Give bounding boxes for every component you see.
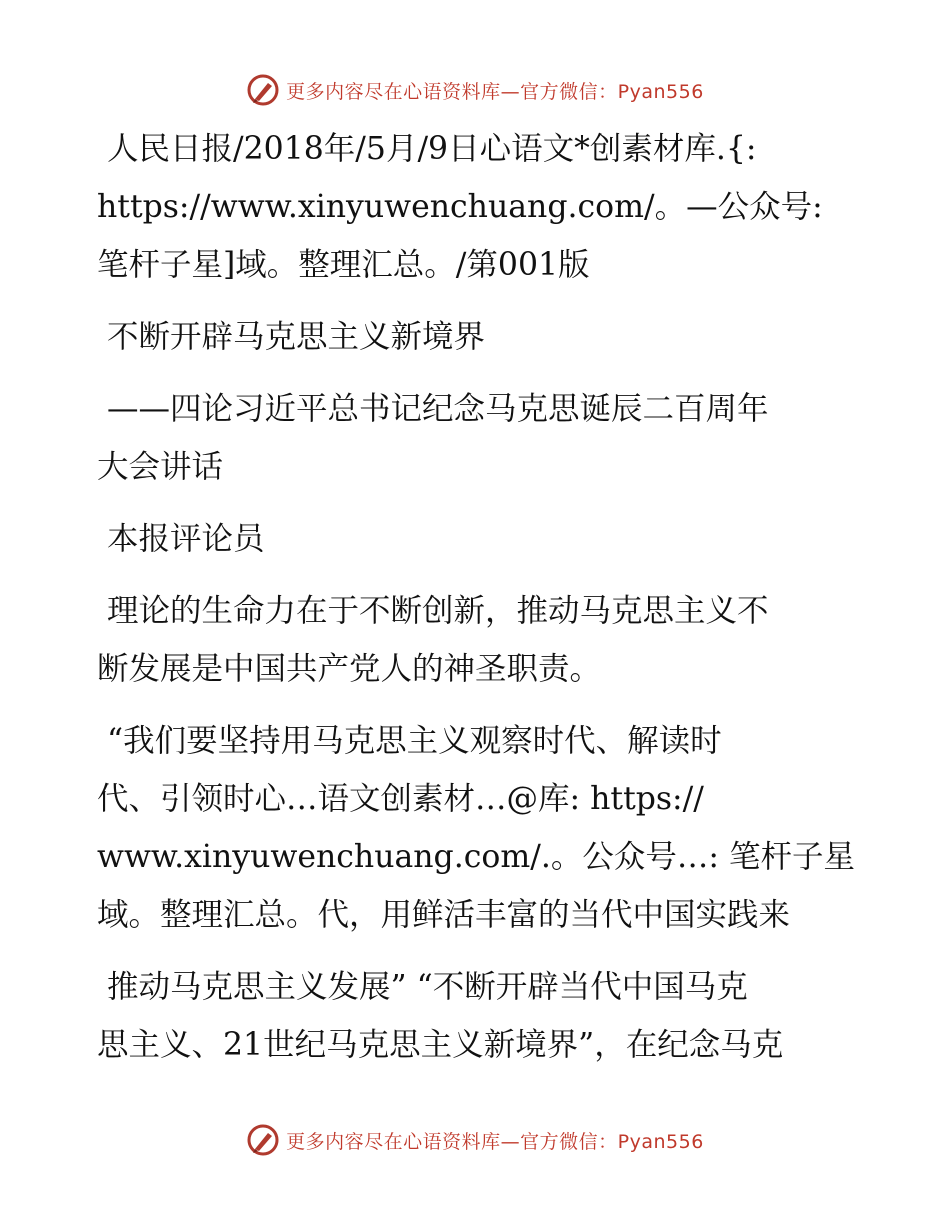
article-author: 本报评论员 xyxy=(97,521,265,557)
watermark-text: 更多内容尽在心语资料库—官方微信：Pyan556 xyxy=(286,80,704,103)
pen-logo-icon xyxy=(246,1123,280,1157)
article-title: 不断开辟马克思主义新境界 xyxy=(97,319,486,355)
paragraph-body-3: 推动马克思主义发展” “不断开辟当代中国马克 思主义、21世纪马克思主义新境界”，在纪念马克 xyxy=(97,969,784,1063)
paragraph-body-1: 理论的生命力在于不断创新，推动马克思主义不 断发展是中国共产党人的神圣职责。 xyxy=(97,593,769,687)
paragraph-body-2: “我们要坚持用马克思主义观察时代、解读时 代、引领时心…语文创素材…@库: https:// www.xinyuwenchuang.com/.。公众号…: 笔杆子星 域。整理汇总。代，用鲜活丰富的当代中国实践来 xyxy=(97,723,855,933)
footer-watermark xyxy=(0,1120,950,1160)
article-subtitle: ——四论习近平总书记纪念马克思诞辰二百周年 大会讲话 xyxy=(97,391,769,485)
watermark-text: 更多内容尽在心语资料库—官方微信：Pyan556 xyxy=(286,1130,704,1153)
pen-logo-icon xyxy=(246,73,280,107)
document-body xyxy=(97,120,867,1088)
paragraph-source: 人民日报/2018年/5月/9日心语文*创素材库.{: https://www.xinyuwenchuang.com/。—公众号: 笔杆子星]域。整理汇总。/第001版 xyxy=(97,131,823,283)
header-watermark xyxy=(0,70,950,110)
